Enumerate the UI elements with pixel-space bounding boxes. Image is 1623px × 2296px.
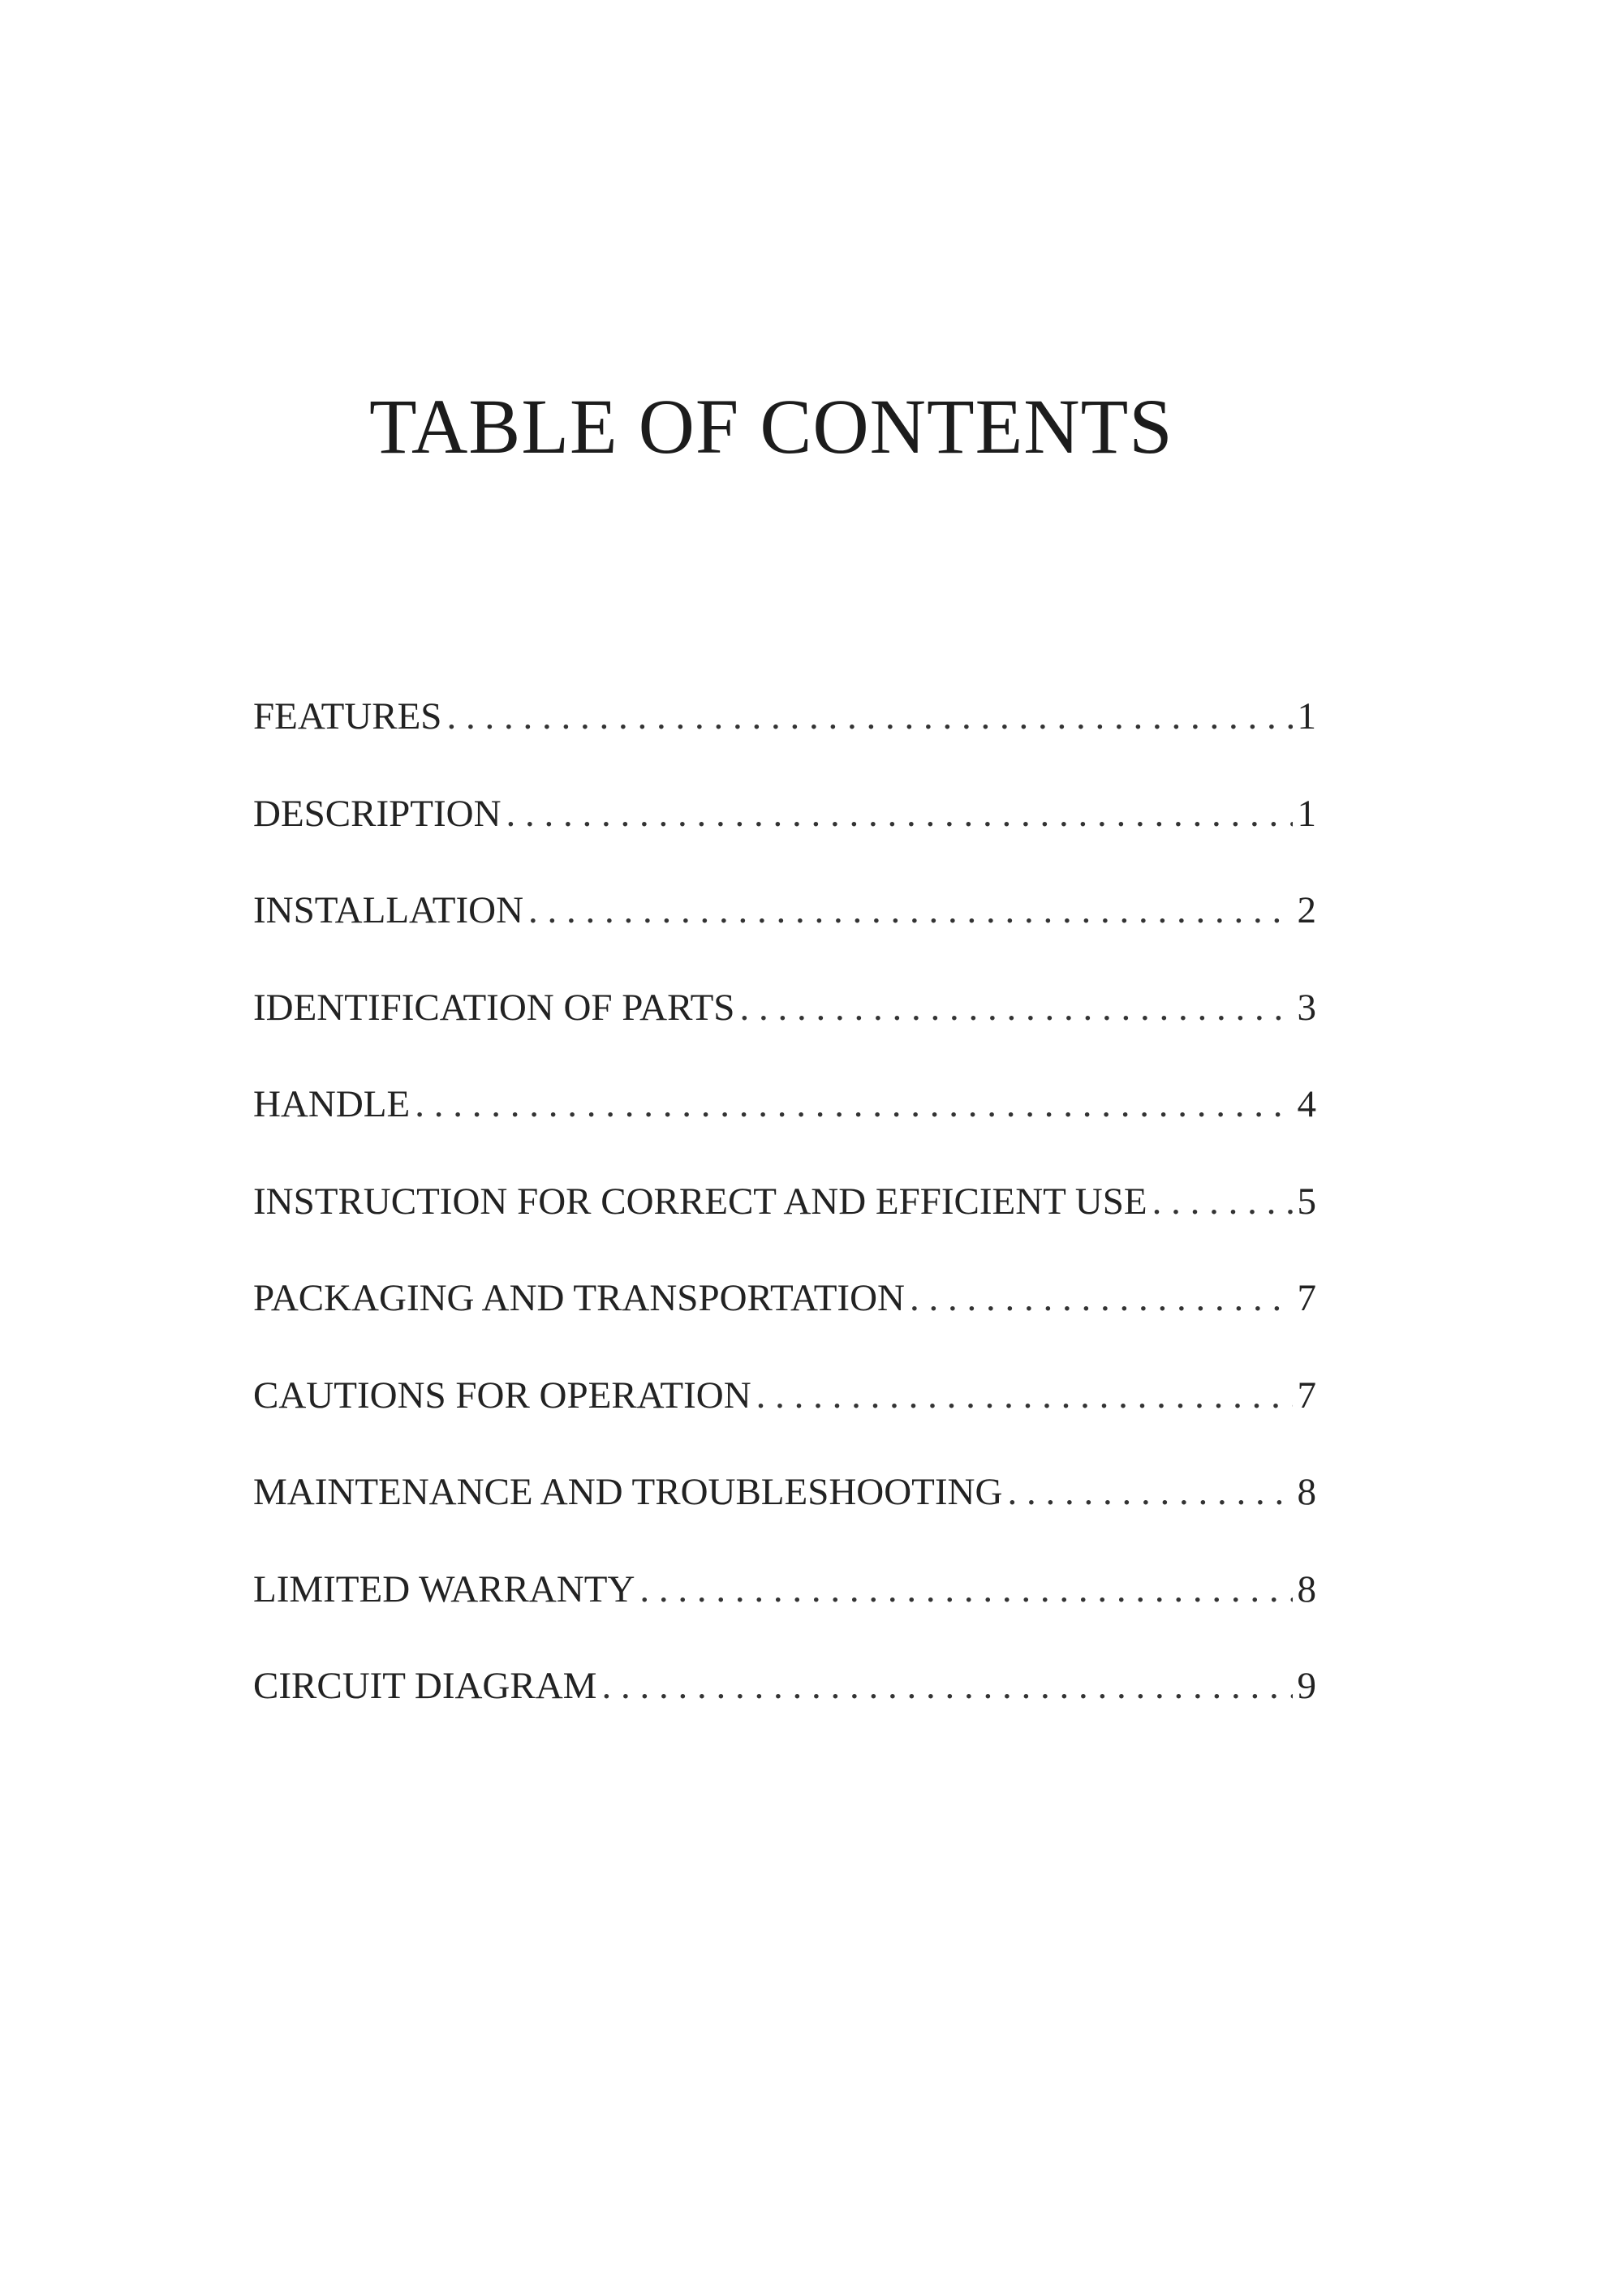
toc-dot-leader [506,795,1293,833]
toc-dot-leader [756,1377,1293,1415]
toc-dot-leader [1152,1183,1293,1221]
toc-page-number: 8 [1297,1471,1316,1513]
toc-entry-label: FEATURES [253,695,442,737]
toc-entry-cautions-for-operation [253,1374,1316,1474]
toc-entry-label: IDENTIFICATION OF PARTS [253,986,735,1029]
toc-dot-leader [910,1279,1293,1318]
toc-entry-packaging-and-transportation [253,1279,1316,1377]
toc-entry-label: INSTALLATION [253,889,524,931]
toc-entry-description [253,792,1316,892]
toc-dot-leader [601,1667,1292,1705]
toc-page-number: 5 [1297,1180,1316,1223]
toc-entry-features [253,695,1316,795]
toc-entry-instruction-for-use [253,1180,1316,1280]
table-of-contents [253,695,1316,1765]
toc-entry-limited-warranty [253,1567,1316,1668]
toc-page-number: 2 [1297,889,1316,931]
toc-dot-leader [639,1571,1292,1609]
toc-dot-leader [446,698,1292,736]
toc-page-number: 1 [1297,792,1316,835]
toc-page-number: 9 [1297,1665,1316,1707]
toc-entry-label: MAINTENANCE AND TROUBLESHOOTING [253,1471,1003,1513]
toc-page-number: 7 [1297,1277,1316,1319]
toc-dot-leader [528,892,1292,930]
toc-entry-installation [253,889,1316,989]
toc-dot-leader [1007,1473,1292,1511]
toc-entry-label: LIMITED WARRANTY [253,1567,635,1610]
toc-entry-circuit-diagram [253,1667,1316,1765]
toc-dot-leader [739,989,1292,1027]
toc-page-number: 8 [1297,1567,1316,1610]
toc-entry-identification-of-parts [253,986,1316,1086]
toc-entry-handle [253,1083,1316,1183]
toc-entry-label: CIRCUIT DIAGRAM [253,1665,597,1707]
toc-dot-leader [415,1086,1292,1124]
page-title: TABLE OF CONTENTS [369,383,1173,470]
toc-entry-maintenance-and-troubleshooting [253,1473,1316,1571]
toc-entry-label: DESCRIPTION [253,792,502,835]
toc-entry-label: INSTRUCTION FOR CORRECT AND EFFICIENT USE [253,1180,1147,1223]
toc-page-number: 1 [1297,695,1316,737]
toc-entry-label: HANDLE [253,1083,411,1125]
toc-page-number: 3 [1297,986,1316,1029]
toc-entry-label: CAUTIONS FOR OPERATION [253,1374,751,1417]
toc-page-number: 7 [1297,1374,1316,1417]
toc-page-number: 4 [1297,1083,1316,1125]
toc-entry-label: PACKAGING AND TRANSPORTATION [253,1277,905,1319]
